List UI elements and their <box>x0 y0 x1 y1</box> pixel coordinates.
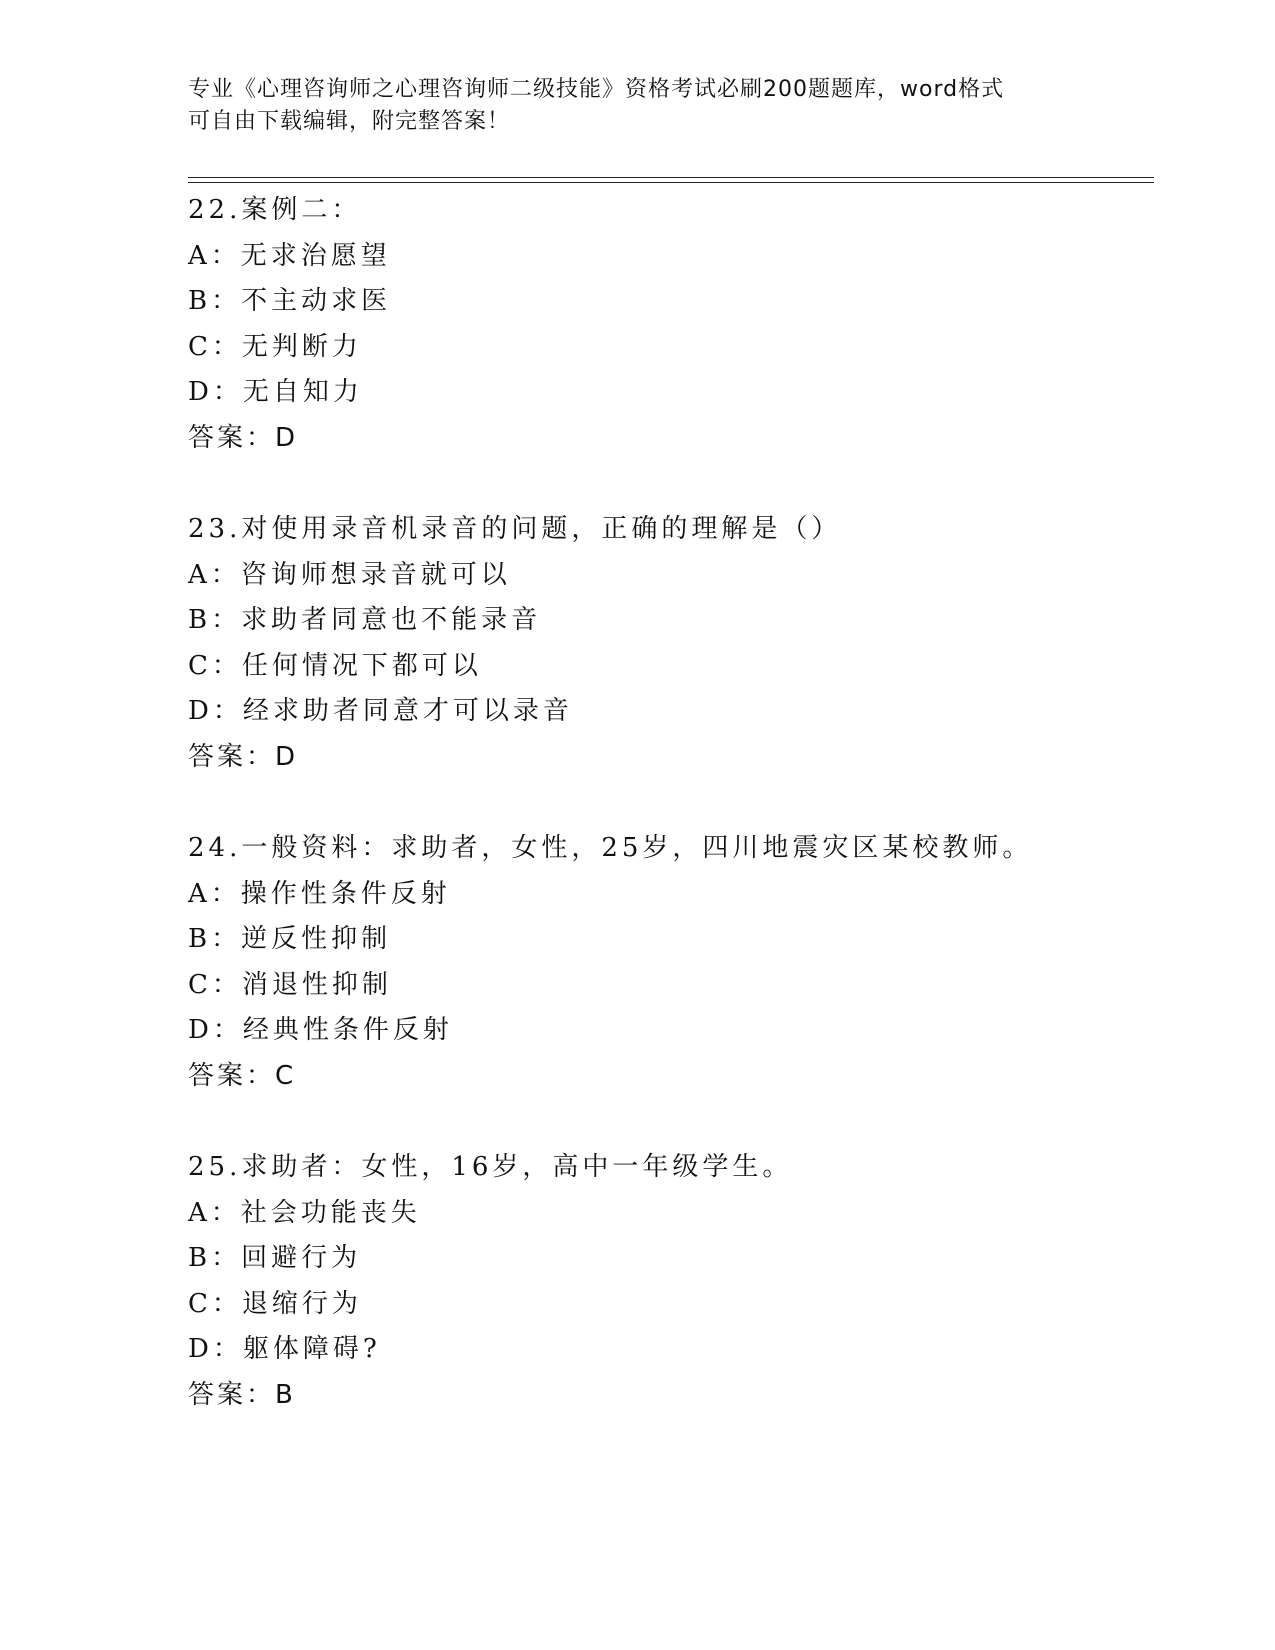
option-b: B：回避行为 <box>188 1243 362 1273</box>
question-stem: 24.一般资料：求助者，女性，25岁，四川地震灾区某校教师。 <box>188 833 1033 863</box>
question-spacer <box>188 780 1154 826</box>
question-25 <box>188 1145 1154 1418</box>
option-d: D：躯体障碍? <box>188 1334 381 1364</box>
question-23 <box>188 507 1154 780</box>
answer-line: 答案：D <box>188 422 299 453</box>
option-c: C：任何情况下都可以 <box>188 650 482 681</box>
header-divider-bottom <box>188 182 1154 183</box>
question-stem: 25.求助者：女性，16岁，高中一年级学生。 <box>188 1152 793 1182</box>
option-a: A：社会功能丧失 <box>188 1197 421 1228</box>
answer-line: 答案：D <box>188 741 299 772</box>
question-spacer <box>188 1099 1154 1145</box>
question-22 <box>188 188 1154 461</box>
answer-line: 答案：C <box>188 1060 297 1091</box>
option-a: A：无求治愿望 <box>188 240 391 271</box>
option-b: B：逆反性抑制 <box>188 924 392 954</box>
option-c: C：无判断力 <box>188 331 362 362</box>
question-stem: 23.对使用录音机录音的问题，正确的理解是（） <box>188 514 842 544</box>
option-c: C：退缩行为 <box>188 1288 362 1319</box>
header-divider-top <box>188 177 1154 178</box>
option-d: D：经求助者同意才可以录音 <box>188 696 573 726</box>
question-stem: 22.案例二： <box>188 195 362 225</box>
answer-line: 答案：B <box>188 1379 296 1410</box>
option-a: A：咨询师想录音就可以 <box>188 559 511 590</box>
option-d: D：经典性条件反射 <box>188 1015 453 1045</box>
document-header <box>188 74 1088 138</box>
header-line-2: 可自由下载编辑，附完整答案！ <box>188 109 511 134</box>
question-list <box>188 188 1154 1418</box>
header-line-1: 专业《心理咨询师之心理咨询师二级技能》资格考试必刷200题题库，word格式 <box>188 77 1005 102</box>
option-d: D：无自知力 <box>188 377 363 407</box>
option-a: A：操作性条件反射 <box>188 878 451 909</box>
option-b: B：不主动求医 <box>188 286 392 316</box>
option-c: C：消退性抑制 <box>188 969 392 1000</box>
question-spacer <box>188 461 1154 507</box>
question-24 <box>188 826 1154 1099</box>
option-b: B：求助者同意也不能录音 <box>188 605 542 635</box>
